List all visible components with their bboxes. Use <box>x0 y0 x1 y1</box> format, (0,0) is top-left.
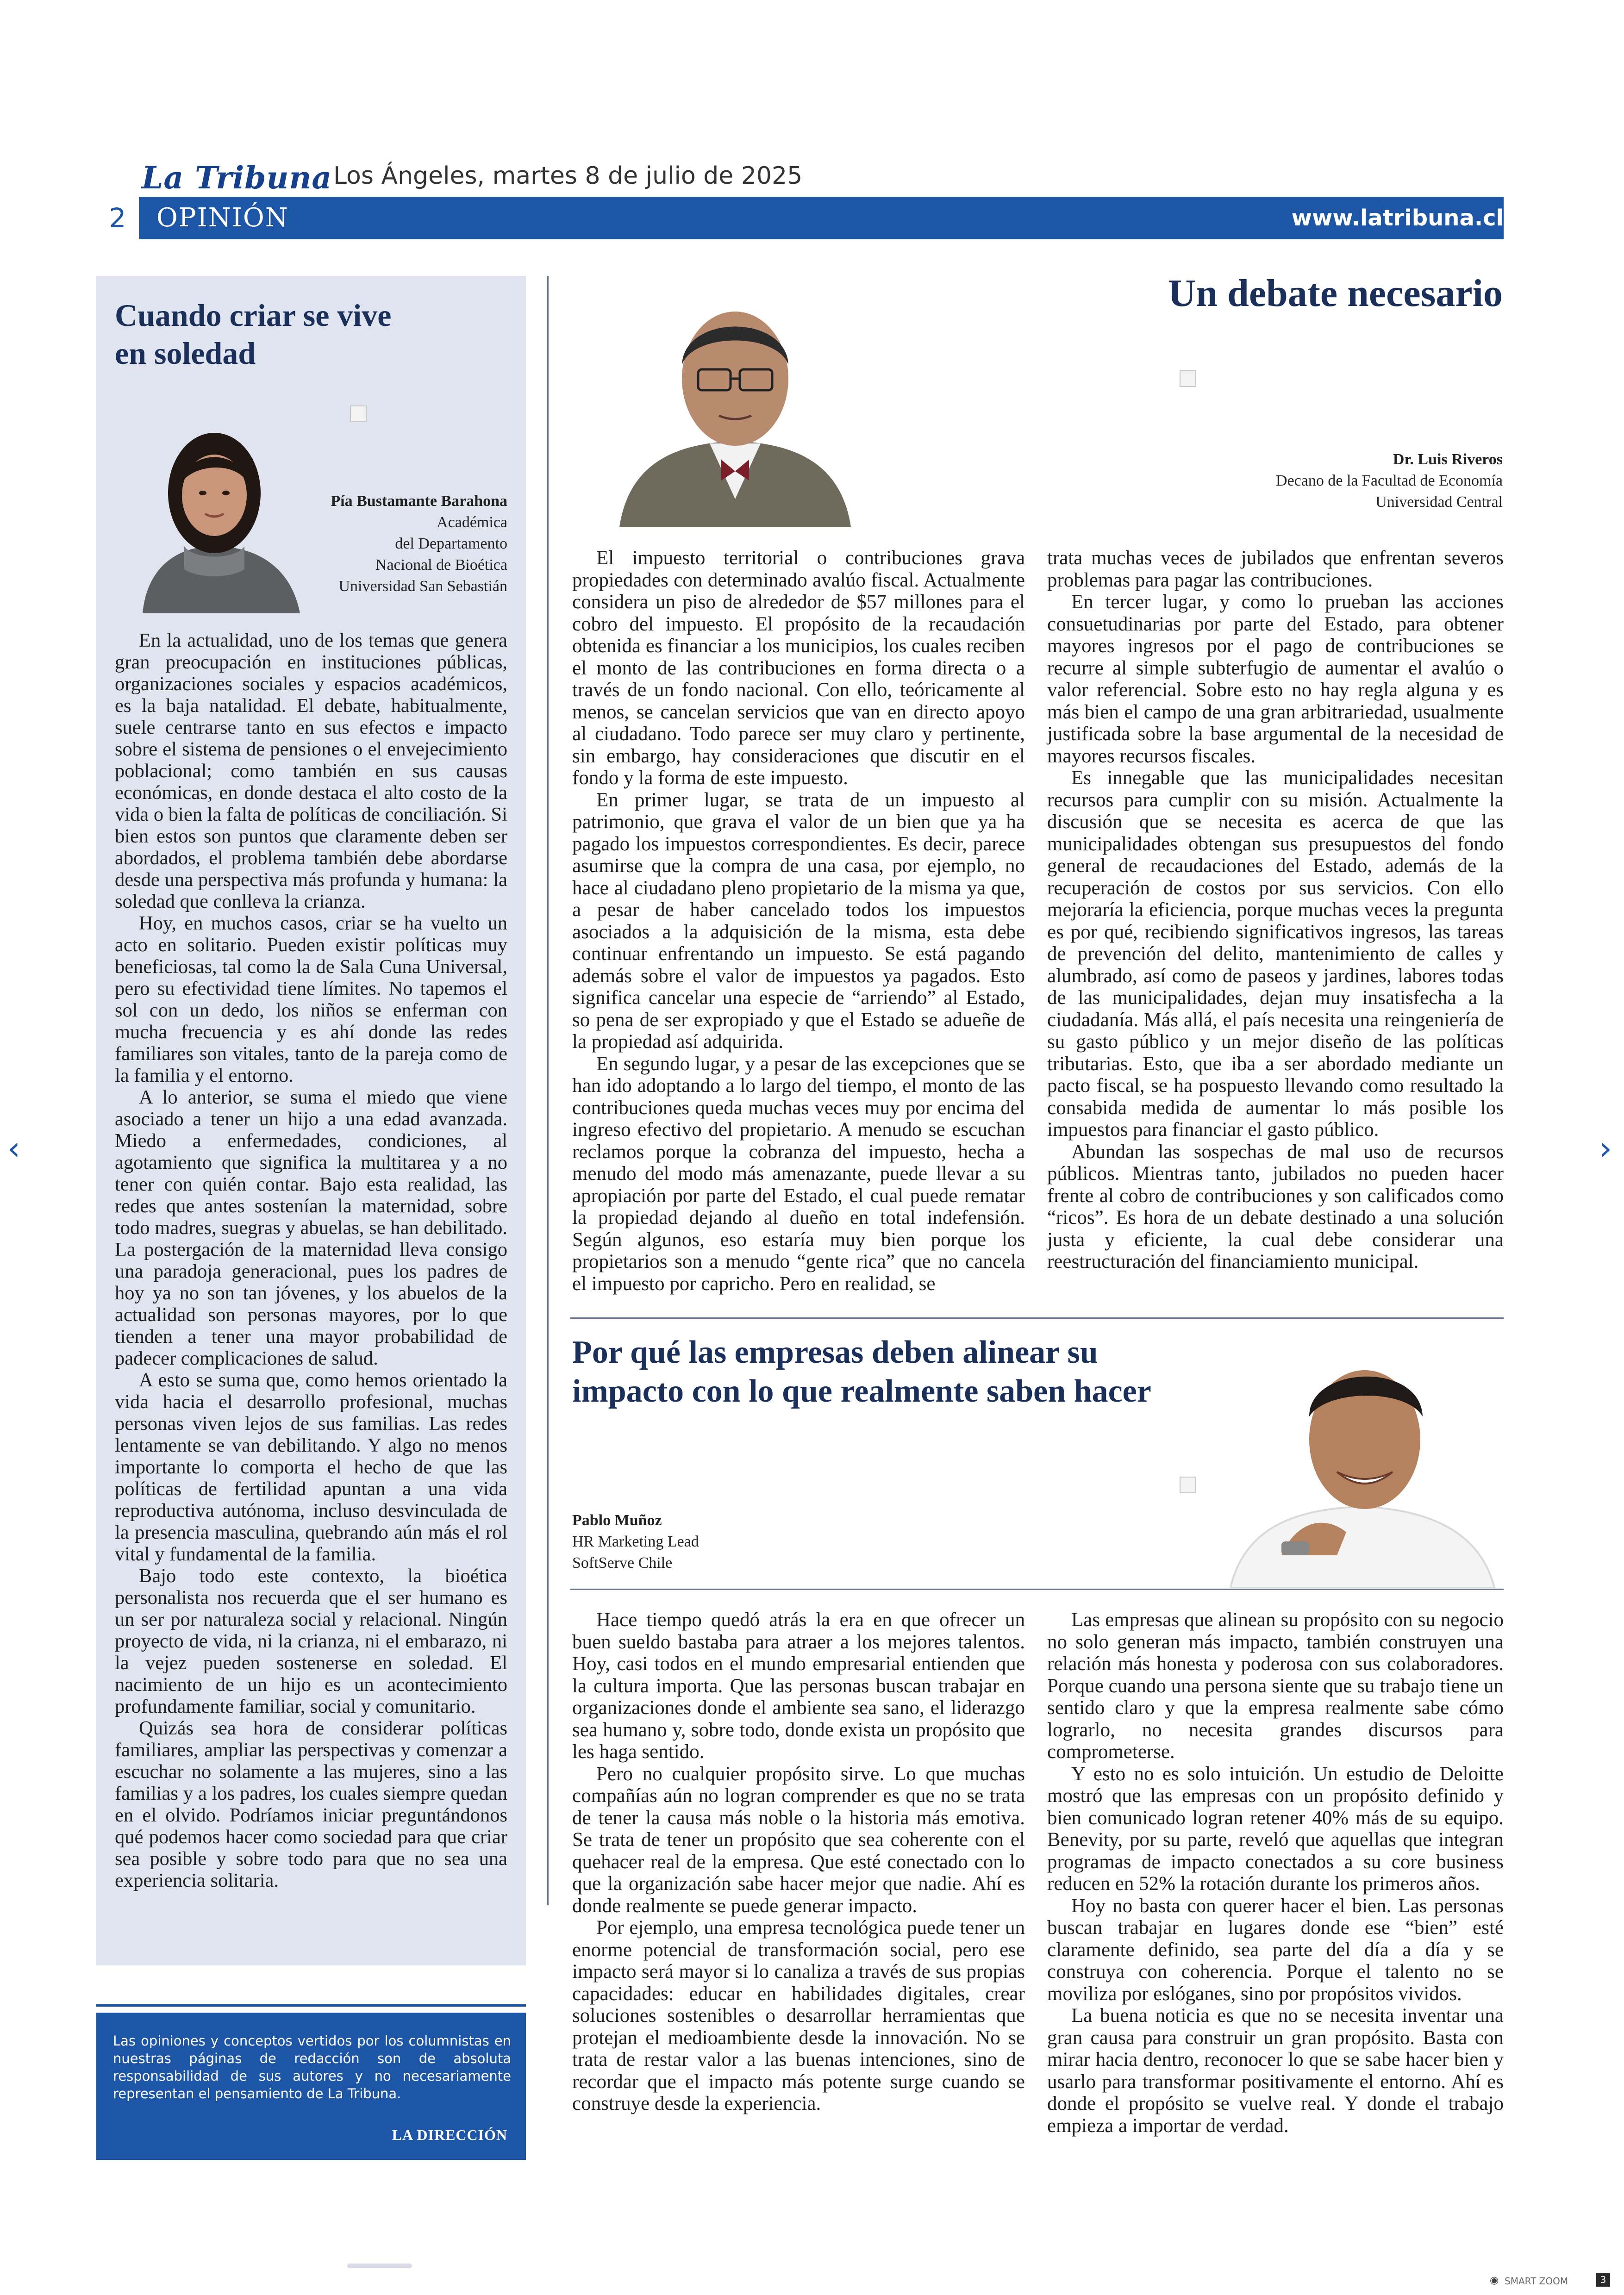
website-link[interactable]: www.latribuna.cl <box>1291 205 1504 231</box>
paragraph: Pero no cualquier propósito sirve. Lo que muchas compañías aún no logran comprender es que no se trata de tener la causa más noble o la historia más emotiva. Se trata de tener un propósito que sea coherente con el quehacer real de la empresa. Que esté conectado con lo que la organización sabe hacer mejor que nadie. Ahí es donde realmente se puede generar impacto. <box>572 1763 1025 1917</box>
left-article-title <box>115 296 392 372</box>
paragraph: Y esto no es solo intuición. Un estudio de Deloitte mostró que las empresas con un propósito definido y bien comunicado logran retener 40% más de su equipo. Benevity, por su parte, reveló que aquellas que integran programas de impacto conectados a su core business reducen en 52% la rotación durante los primeros años. <box>1047 1763 1504 1895</box>
top-article-title: Un debate necesario <box>1168 272 1503 315</box>
top-article-byline <box>1276 449 1503 513</box>
author-role-line: del Departamento <box>395 535 507 552</box>
author-role-line: Universidad San Sebastián <box>338 578 507 595</box>
bottom-article-byline <box>572 1510 699 1574</box>
paragraph: Abundan las sospechas de mal uso de recursos públicos. Mientras tanto, jubilados no pueden hacer frente al cobro de contribuciones y son calificados como “ricos”. Es hora de un debate destinado a una solución justa y eficiente, la cual debe considerar una reestructuración del financiamiento municipal. <box>1047 1141 1504 1272</box>
chevron-left-icon[interactable]: ‹ <box>7 1129 20 1167</box>
paragraph: A lo anterior, se suma el miedo que viene asociado a tener un hijo a una edad avanzada. Miedo a enfermedades, condiciones, al agotamiento que significa la multitarea y a no tener con quién contar. Bajo esta realidad, las redes que antes sostenían la maternidad, sobre todo madres, suegras y abuelas, se han debilitado. La postergación de la maternidad lleva consigo una paradoja generacional, pues los padres de hoy ya no son tan jóvenes, y los abuelos de la actualidad son personas mayores, por lo que tienden a tener una mayor probabilidad de padecer complicaciones de salud. <box>115 1086 507 1369</box>
author-role-line: SoftServe Chile <box>572 1554 673 1572</box>
left-article-title-line: Cuando criar se vive <box>115 298 392 333</box>
paragraph: En la actualidad, uno de los temas que genera gran preocupación en instituciones públicas, organizaciones sociales y espacios académicos, es la baja natalidad. El debate, habitualmente, suele centrarse tanto en sus efectos e impacto sobre el sistema de pensiones o el envejecimiento poblacional; como también en sus causas económicas, en donde destaca el alto costo de la vida o bien la falta de políticas de conciliación. Si bien estos son puntos que claramente deben ser abordados, el problema también debe abordarse desde una perspectiva más profunda y humana: la soledad que conlleva la crianza. <box>115 630 507 912</box>
disclaimer-signature: LA DIRECCIÓN <box>392 2127 507 2143</box>
paragraph: Hoy no basta con querer hacer el bien. Las personas buscan trabajar en lugares donde ese “bien” esté claramente definido, sea parte del día a día y se construya con coherencia. Porque el talento no se moviliza por eslóganes, sino por propósitos vividos. <box>1047 1895 1504 2005</box>
paragraph: Quizás sea hora de considerar políticas familiares, ampliar las perspectivas y comenzar a escuchar no solamente a las mujeres, sino a las familias y a los padres, los cuales siempre quedan en el olvido. Podríamos iniciar preguntándonos qué podemos hacer como sociedad para que criar sea posible y sobre todo para que no sea una experiencia solitaria. <box>115 1717 507 1891</box>
eye-icon: ◉ <box>1490 2275 1499 2286</box>
bottom-article-title-line: impacto con lo que realmente saben hacer <box>572 1373 1151 1409</box>
dateline: Los Ángeles, martes 8 de julio de 2025 <box>333 162 803 190</box>
top-article-col2 <box>1047 547 1504 1273</box>
author-role-line: Académica <box>437 514 507 531</box>
smart-zoom-label[interactable]: SMART ZOOM <box>1505 2276 1568 2287</box>
author-name: Dr. Luis Riveros <box>1393 451 1503 468</box>
newspaper-logo: La Tribuna <box>142 160 332 196</box>
left-article-byline <box>278 491 507 597</box>
section-label: OPINIÓN <box>156 203 289 233</box>
bottom-article-col2 <box>1047 1609 1504 2137</box>
bottom-article-col1 <box>572 1609 1025 2115</box>
scroll-indicator[interactable] <box>347 2264 412 2268</box>
page-indicator[interactable]: 3 <box>1596 2273 1610 2287</box>
author-name: Pía Bustamante Barahona <box>331 493 507 510</box>
author-role-line: Universidad Central <box>1375 493 1503 511</box>
left-article-body <box>115 630 507 1891</box>
author-photo-pablo <box>1212 1338 1504 1588</box>
paragraph: Bajo todo este contexto, la bioética personalista nos recuerda que el ser humano es un ser por naturaleza social y relacional. Ningún proyecto de vida, ni la crianza, ni el embarazo, ni la vejez pueden sostenerse en soledad. El nacimiento de un hijo es un acontecimiento profundamente familiar, social y comunitario. <box>115 1565 507 1717</box>
paragraph: Por ejemplo, una empresa tecnológica puede tener un enorme potencial de transformación social, pero ese impacto será mayor si lo canaliza a través de sus propias capacidades: educar en habilidades digitales, crear soluciones sostenibles o desarrollar herramientas que protejan el medioambiente desde la innovación. No se trata de restar valor a las buenas intenciones, sino de recordar que el impacto más potente surge cuando se construye desde la experiencia. <box>572 1917 1025 2114</box>
author-role-line: Decano de la Facultad de Economía <box>1276 472 1503 489</box>
image-placeholder-icon <box>1180 1477 1196 1493</box>
disclaimer-text: Las opiniones y conceptos vertidos por los columnistas en nuestras páginas de redacción son de absoluta responsabilidad de sus autores y no necesariamente representan el pensamiento de La Tribuna. <box>113 2033 511 2102</box>
disclaimer-rule <box>96 2004 526 2007</box>
image-placeholder-icon <box>350 405 367 422</box>
author-role-line: Nacional de Bioética <box>375 556 507 574</box>
left-article-title-line: en soledad <box>115 336 256 371</box>
column-divider <box>547 276 549 1905</box>
top-article-col1 <box>572 547 1025 1295</box>
image-placeholder-icon <box>1180 370 1196 387</box>
paragraph: Hace tiempo quedó atrás la era en que ofrecer un buen sueldo bastaba para atraer a los mejores talentos. Hoy, casi todos en el mundo empresarial entienden que la cultura importa. Que las personas buscan trabajar en organizaciones donde el ambiente sea sano, el liderazgo sea humano y, sobre todo, donde exista un propósito que les haga sentido. <box>572 1609 1025 1763</box>
paragraph: El impuesto territorial o contribuciones grava propiedades con determinado avalúo fiscal. Actualmente considera un piso de alrededor de $57 millones para el cobro del impuesto. El propósito de la recaudación obtenida es financiar a los municipios, los cuales reciben el monto de las contribuciones en forma directa o a través de un fondo nacional. Con ello, teóricamente al menos, se cancelan servicios que van en directo apoyo al ciudadano. Todo parece ser muy claro y pertinente, sin embargo, hay consideraciones que discutir en el fondo y la forma de este impuesto. <box>572 547 1025 789</box>
paragraph: La buena noticia es que no se necesita inventar una gran causa para construir un gran propósito. Basta con mirar hacia dentro, reconocer lo que se sabe hacer bien y usarlo para transformar positivamente el entorno. Ahí es donde el propósito se vuelve real. Y donde el trabajo empieza a importar de verdad. <box>1047 2005 1504 2137</box>
paragraph: Las empresas que alinean su propósito con su negocio no solo generan más impacto, también construyen una relación más honesta y poderosa con sus colaboradores. Porque cuando una persona siente que su trabajo tiene un sentido claro y que la empresa realmente sabe cómo lograrlo, no necesita grandes discursos para comprometerse. <box>1047 1609 1504 1763</box>
paragraph: Hoy, en muchos casos, criar se ha vuelto un acto en solitario. Pueden existir políticas muy beneficiosas, tal como la de Sala Cuna Universal, pero su efectividad tiene límites. No tapemos el sol con un dedo, los niños se enferman con mucha frecuencia y es ahí donde las redes familiares son vitales, tanto de la pareja como de la familia y el entorno. <box>115 912 507 1086</box>
paragraph: A esto se suma que, como hemos orientado la vida hacia el desarrollo profesional, muchas personas viven lejos de sus familias. Las redes lentamente se van debilitando. Y algo no menos importante lo comporta el hecho de que las políticas de fertilidad apuntan a una vida reproductiva autónoma, incluso desvinculada de la presencia masculina, quebrando aún más el rol vital y fundamental de la familia. <box>115 1369 507 1565</box>
bottom-article-title-line: Por qué las empresas deben alinear su <box>572 1335 1098 1370</box>
paragraph: En primer lugar, se trata de un impuesto al patrimonio, que grava el valor de un bien que ya ha pagado los impuestos correspondientes. Es decir, parece asumirse que la compra de una casa, por ejemplo, no hace al ciudadano pleno propietario de la misma ya que, a pesar de haber cancelado todos los impuestos asociados a la adquisición de la misma, esta debe continuar enfrentando un impuesto. Se está pagando además sobre el valor de impuestos ya pagados. Esto significa cancelar una especie de “arriendo” al Estado, so pena de ser expropiado y que el Estado se adueñe de la propiedad así adquirida. <box>572 789 1025 1053</box>
paragraph: En segundo lugar, y a pesar de las excepciones que se han ido adoptando a lo largo del tiempo, el monto de las contribuciones queda muchas veces muy por encima del ingreso efectivo del propietario. A menudo se escuchan reclamos porque la cobranza del impuesto, hecha a menudo del modo más amenazante, puede llevar a su apropiación por parte del Estado, el cual puede rematar la propiedad dejando al dueño en total indefensión. Según algunos, eso estaría muy bien porque los propietarios son a menudo “gente rica” que no cancela el impuesto por capricho. Pero en realidad, se <box>572 1053 1025 1295</box>
author-role-line: HR Marketing Lead <box>572 1533 699 1550</box>
paragraph: En tercer lugar, y como lo prueban las acciones consuetudinarias por parte del Estado, para obtener mayores ingresos por el pago de contribuciones se recurre al simple subterfugio de aumentar el avalúo o valor referencial. Sobre esto no hay regla alguna y es más bien el campo de una gran arbitrariedad, usualmente justificada sobre la base argumental de la necesidad de mayores recursos fiscales. <box>1047 591 1504 767</box>
bottom-article-title <box>572 1333 1151 1411</box>
page-number: 2 <box>96 197 139 239</box>
paragraph: trata muchas veces de jubilados que enfrentan severos problemas para pagar las contribuciones. <box>1047 547 1504 591</box>
author-name: Pablo Muñoz <box>572 1512 662 1529</box>
article-divider <box>570 1589 1504 1590</box>
paragraph: Es innegable que las municipalidades necesitan recursos para cumplir con su misión. Actualmente la discusión que se necesita es acerca de que las municipalidades obtengan sus presupuestos del fondo general de recaudaciones del Estado, además de la recuperación de costos por sus servicios. Con ello mejoraría la eficiencia, porque muchas veces la pregunta es por qué, recibiendo significativos ingresos, las tareas de prevención del delito, mantenimiento de calles y alumbrado, así como de paseos y jardines, labores todas de las municipalidades, dejan muy insatisfecha a la ciudadanía. Más allá, el país necesita una reingeniería de su gasto público y un mejor diseño de las políticas tributarias. Esto, que iba a ser abordado mediante un pacto fiscal, se ha pospuesto llevando como resultado la consabida medida de aumentar lo más posible los impuestos para financiar el gasto público. <box>1047 767 1504 1141</box>
author-photo-luis <box>610 281 860 527</box>
chevron-right-icon[interactable]: › <box>1599 1129 1612 1167</box>
article-divider <box>570 1317 1504 1319</box>
